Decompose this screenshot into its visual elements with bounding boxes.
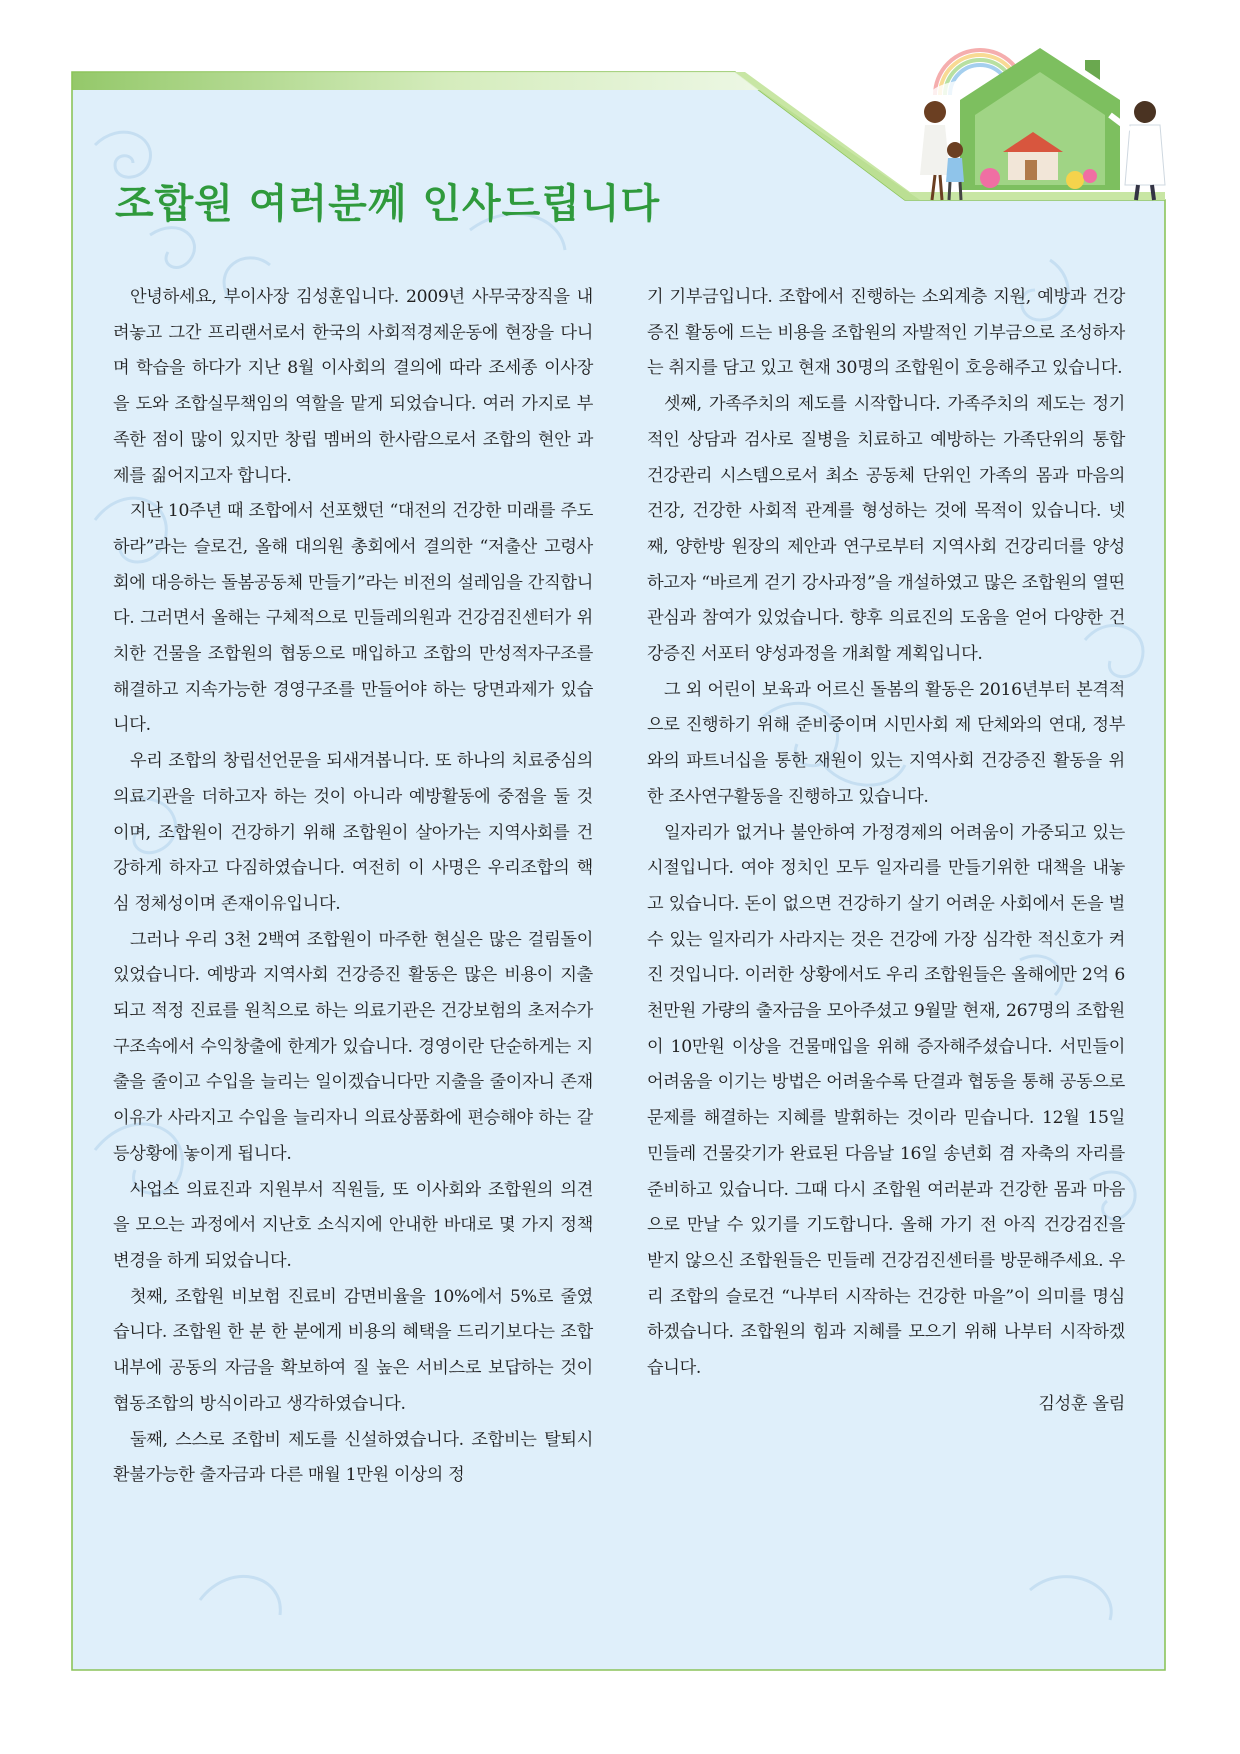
paragraph: 일자리가 없거나 불안하여 가정경제의 어려움이 가중되고 있는 시절입니다. 여야 정치인 모두 일자리를 만들기위한 대책을 내놓고 있습니다. 돈이 없으면 건강하기 살기 어려운 사회에서 돈을 벌 수 있는 일자리가 사라지는 것은 건강에 가장 심각한 적신호가 켜진 것입니다. 이러한 상황에서도 우리 조합원들은 올해에만 2억 6천만원 가량의 출자금을 모아주셨고 9월말 현재, 267명의 조합원이 10만원 이상을 건물매입을 위해 증자해주셨습니다. 서민들이 어려움을 이기는 방법은 어려울수록 단결과 협동을 통해 공동으로 문제를 해결하는 지혜를 발휘하는 것이라 믿습니다. 12월 15일 민들레 건물갖기가 완료된 다음날 16일 송년회 겸 자축의 자리를 준비하고 있습니다. 그때 다시 조합원 여러분과 건강한 몸과 마음으로 만날 수 있기를 기도합니다. 올해 가기 전 아직 건강검진을 받지 않으신 조합원들은 민들레 건강검진센터를 방문해주세요. 우리 조합의 슬로건 “나부터 시작하는 건강한 마을”이 의미를 명심하겠습니다. 조합원의 힘과 지혜를 모으기 위해 나부터 시작하겠습니다. [647,822,1125,1379]
paragraph: 첫째, 조합원 비보험 진료비 감면비율을 10%에서 5%로 줄였습니다. 조합원 한 분 한 분에게 비용의 혜택을 드리기보다는 조합 내부에 공동의 자금을 확보하여 질 높은 서비스로 보답하는 것이 협동조합의 방식이라고 생각하였습니다. [113,1286,593,1414]
article-column-right [647,280,1125,1423]
paragraph: 셋째, 가족주치의 제도를 시작합니다. 가족주치의 제도는 정기적인 상담과 검사로 질병을 치료하고 예방하는 가족단위의 통합 건강관리 시스템으로서 최소 공동체 단위인 가족의 몸과 마음의 건강, 건강한 사회적 관계를 형성하는 것에 목적이 있습니다. 넷째, 양한방 원장의 제안과 연구로부터 지역사회 건강리더를 양성하고자 “바르게 걷기 강사과정”을 개설하였고 많은 조합원의 열띤 관심과 참여가 있었습니다. 향후 의료진의 도움을 얻어 다양한 건강증진 서포터 양성과정을 개최할 계획입니다. [647,394,1125,665]
signature: 김성훈 올림 [1038,1393,1125,1414]
paragraph: 둘째, 스스로 조합비 제도를 신설하였습니다. 조합비는 탈퇴시 환불가능한 출자금과 다른 매월 1만원 이상의 정 [113,1429,593,1486]
page-title: 조합원 여러분께 인사드립니다 [115,181,661,227]
paragraph: 우리 조합의 창립선언문을 되새겨봅니다. 또 하나의 치료중심의 의료기관을 더하고자 하는 것이 아니라 예방활동에 중점을 둘 것이며, 조합원이 건강하기 위해 조합원이 살아가는 지역사회를 건강하게 하자고 다짐하였습니다. 여전히 이 사명은 우리조합의 핵심 정체성이며 존재이유입니다. [113,751,593,914]
paragraph: 그러나 우리 3천 2백여 조합원이 마주한 현실은 많은 걸림돌이 있었습니다. 예방과 지역사회 건강증진 활동은 많은 비용이 지출되고 적정 진료를 원칙으로 하는 의료기관은 건강보험의 초저수가 구조속에서 수익창출에 한계가 있습니다. 경영이란 단순하게는 지출을 줄이고 수입을 늘리는 일이겠습니다만 지출을 줄이자니 존재이유가 사라지고 수입을 늘리자니 의료상품화에 편승해야 하는 갈등상황에 놓이게 됩니다. [113,929,593,1164]
paragraph: 그 외 어린이 보육과 어르신 돌봄의 활동은 2016년부터 본격적으로 진행하기 위해 준비중이며 시민사회 제 단체와의 연대, 정부와의 파트너십을 통한 재원이 있는 지역사회 건강증진 활동을 위한 조사연구활동을 진행하고 있습니다. [647,679,1125,807]
paragraph: 사업소 의료진과 지원부서 직원들, 또 이사회와 조합원의 의견을 모으는 과정에서 지난호 소식지에 안내한 바대로 몇 가지 정책변경을 하게 되었습니다. [113,1179,593,1271]
paragraph: 기 기부금입니다. 조합에서 진행하는 소외계층 지원, 예방과 건강증진 활동에 드는 비용을 조합원의 자발적인 기부금으로 조성하자는 취지를 담고 있고 현재 30명의 조합원이 호응해주고 있습니다. [647,287,1125,379]
family-house-rainbow-illustration [920,48,1165,200]
paragraph: 지난 10주년 때 조합에서 선포했던 “대전의 건강한 미래를 주도하라”라는 슬로건, 올해 대의원 총회에서 결의한 “저출산 고령사회에 대응하는 돌봄공동체 만들기”라는 비전의 설레임을 간직합니다. 그러면서 올해는 구체적으로 민들레의원과 건강검진센터가 위치한 건물을 조합원의 협동으로 매입하고 조합의 만성적자구조를 해결하고 지속가능한 경영구조를 만들어야 하는 당면과제가 있습니다. [113,501,593,736]
house-icon [960,48,1120,190]
mother-child-figure [920,101,964,200]
paragraph: 안녕하세요, 부이사장 김성훈입니다. 2009년 사무국장직을 내려놓고 그간 프리랜서로서 한국의 사회적경제운동에 현장을 다니며 학습을 하다가 지난 8월 이사회의 결의에 따라 조세종 이사장을 도와 조합실무책임의 역할을 맡게 되었습니다. 여러 가지로 부족한 점이 많이 있지만 창립 멤버의 한사람으로서 조합의 현안 과제를 짊어지고자 합니다. [113,287,593,486]
article-column-left [113,280,593,1494]
